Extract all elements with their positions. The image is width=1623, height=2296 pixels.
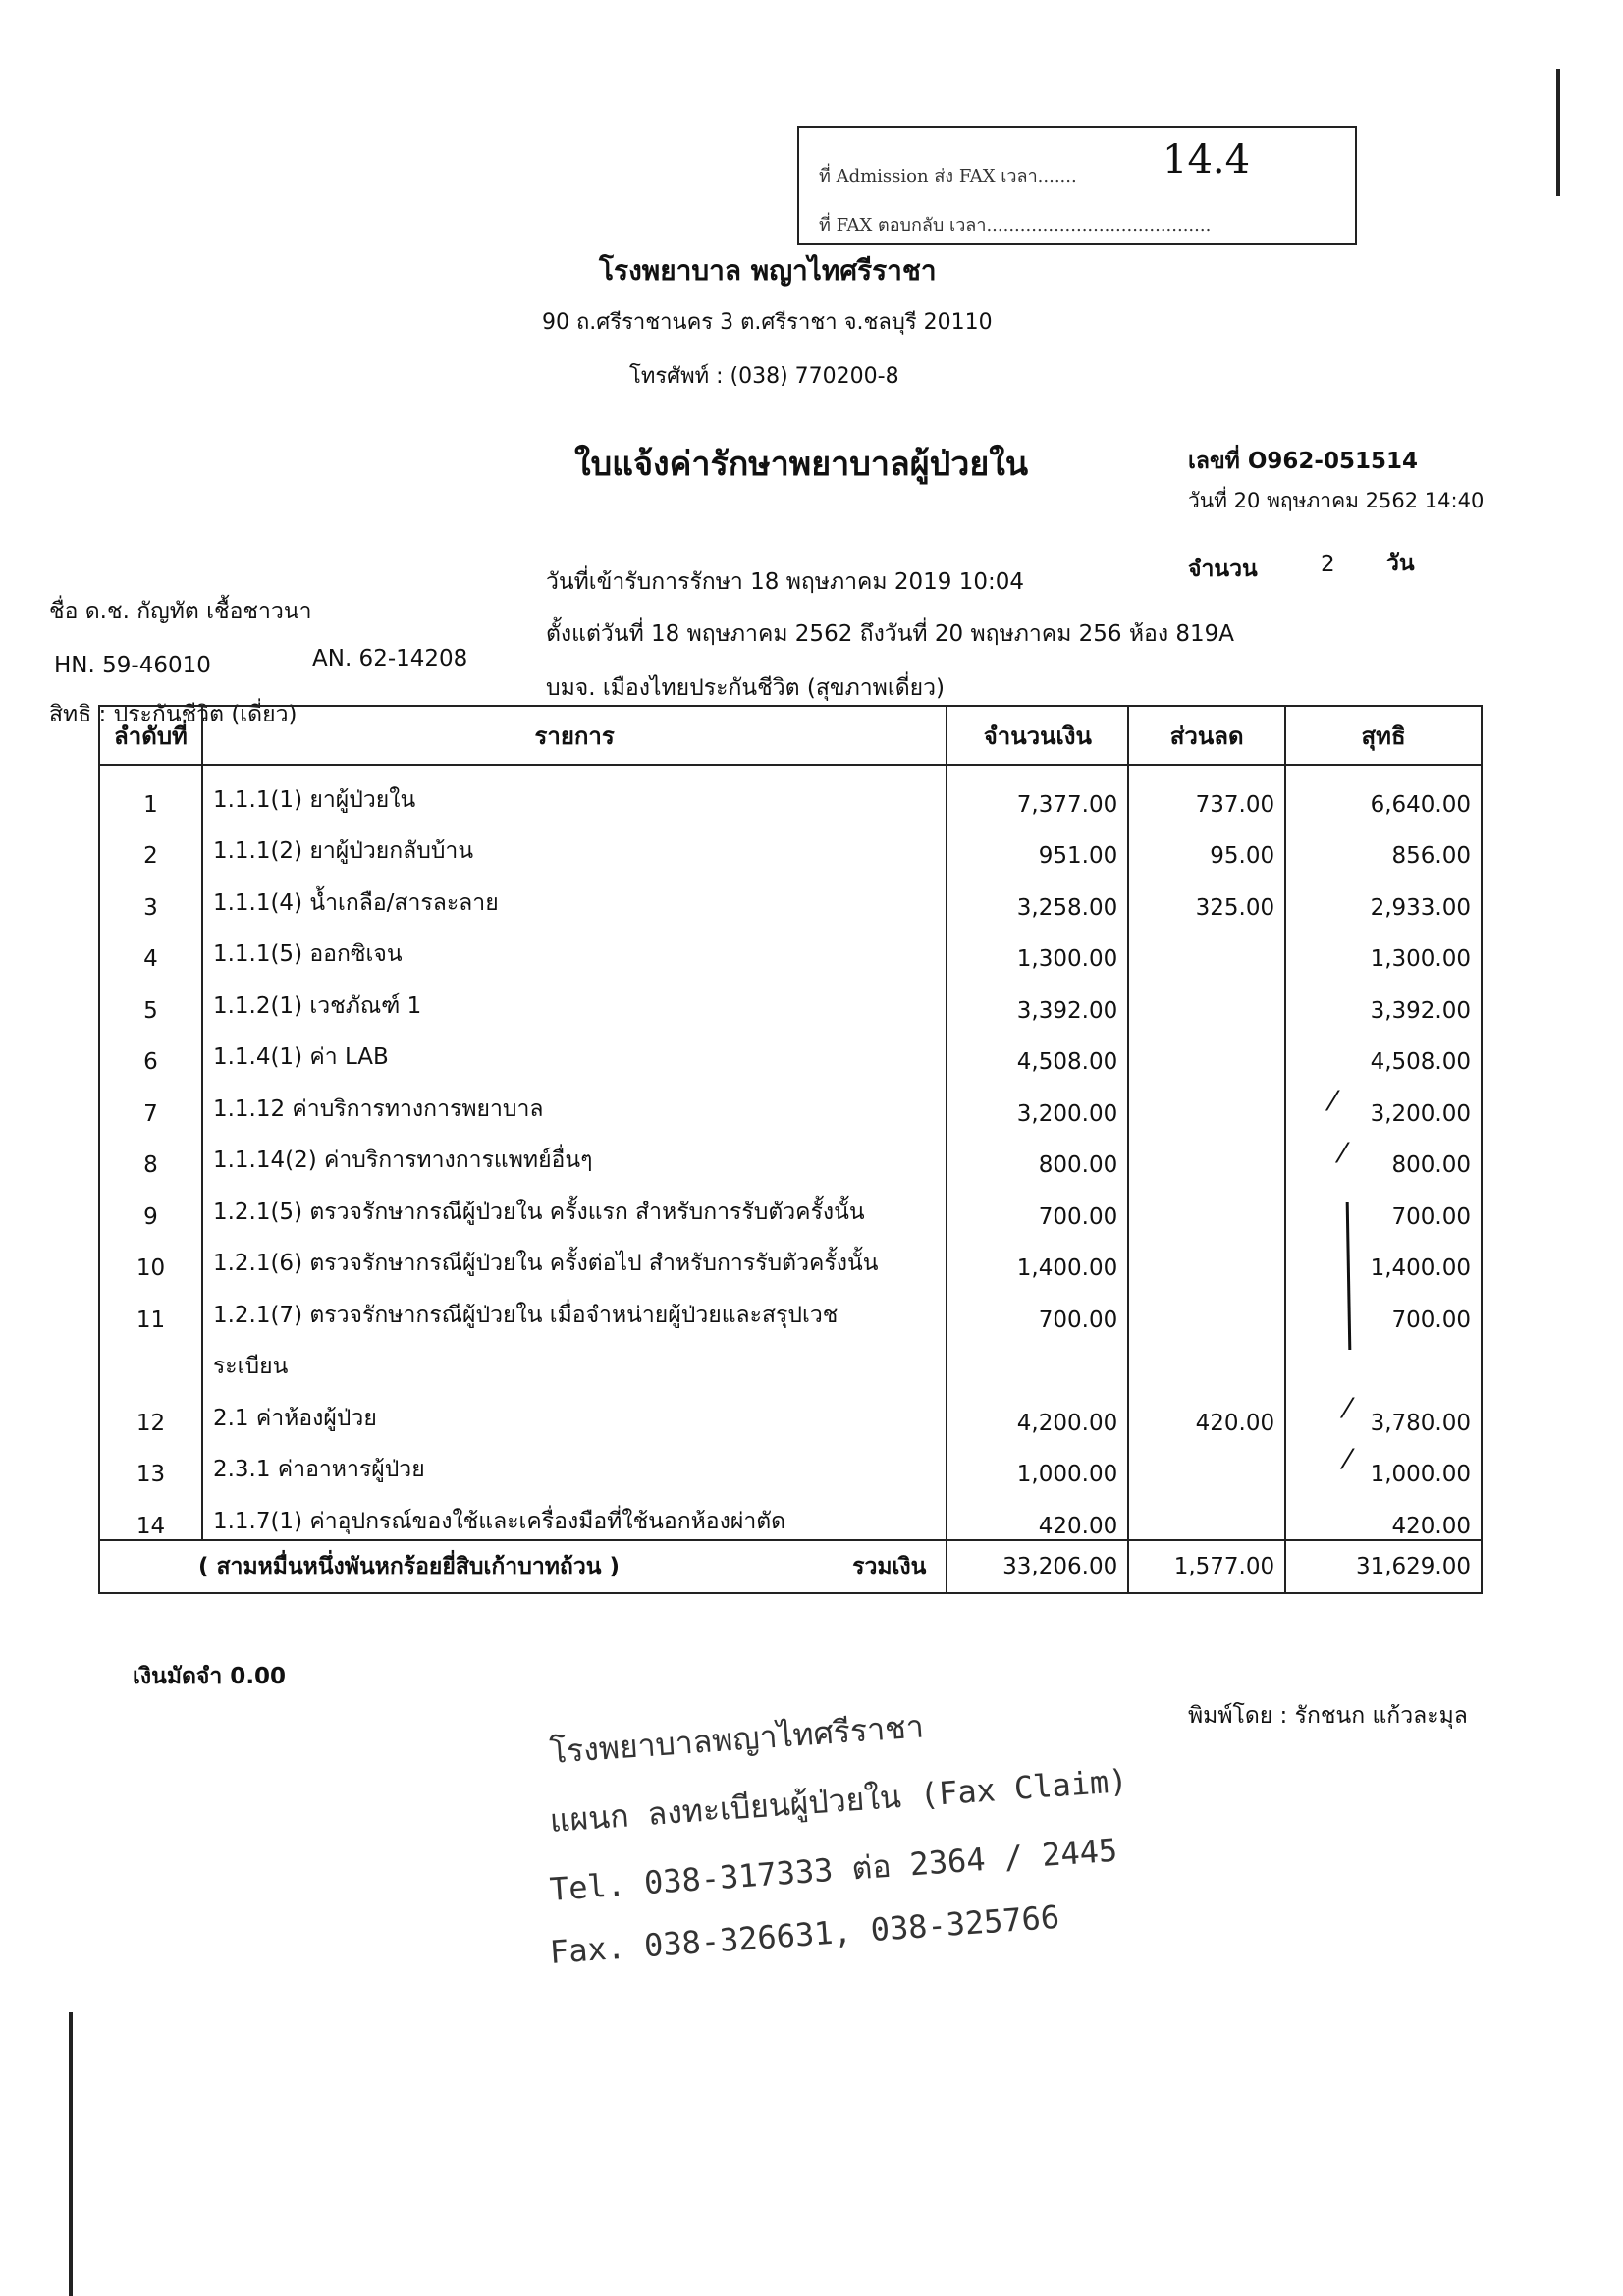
row-no: 14: [99, 1487, 202, 1540]
table-row: [99, 1230, 1482, 1282]
row-amount: 951.00: [947, 818, 1128, 870]
printed-by: พิมพ์โดย : รักชนก แก้วละมุล: [1188, 1703, 1468, 1729]
row-amount: 700.00: [947, 1178, 1128, 1230]
row-item: 1.1.12 ค่าบริการทางการพยาบาล: [202, 1075, 947, 1127]
row-net: 6,640.00: [1285, 765, 1482, 818]
check-mark-icon: ⁄: [1340, 1137, 1345, 1169]
row-no: 12: [99, 1384, 202, 1436]
row-no: [99, 1333, 202, 1385]
header-net: สุทธิ: [1285, 706, 1482, 765]
table-row: [99, 1487, 1482, 1540]
row-item: ระเบียน: [202, 1333, 947, 1385]
row-amount: 1,400.00: [947, 1230, 1128, 1282]
table-row: [99, 818, 1482, 870]
table-row: [99, 1333, 1482, 1385]
row-discount: [1128, 921, 1285, 973]
table-row: [99, 1178, 1482, 1230]
row-discount: [1128, 1075, 1285, 1127]
hospital-address: 90 ถ.ศรีราชานคร 3 ต.ศรีราชา จ.ชลบุรี 20110: [542, 310, 993, 335]
row-discount: [1128, 1281, 1285, 1333]
row-item: 1.1.1(5) ออกซิเจน: [202, 921, 947, 973]
patient-name: ชื่อ ด.ช. กัญทัต เชื้อชาวนา: [49, 599, 312, 624]
row-item: 2.1 ค่าห้องผู้ป่วย: [202, 1384, 947, 1436]
row-no: 1: [99, 765, 202, 818]
row-no: 8: [99, 1127, 202, 1179]
hospital-name: โรงพยาบาล พญาไทศรีราชา: [599, 254, 937, 287]
stay-period: ตั้งแต่วันที่ 18 พฤษภาคม 2562 ถึงวันที่ 20 พฤษภาคม 256 ห้อง 819A: [546, 621, 1235, 647]
document-title: ใบแจ้งค่ารักษาพยาบาลผู้ป่วยใน: [574, 445, 1029, 484]
row-net: 700.00: [1285, 1281, 1482, 1333]
row-amount: 3,200.00: [947, 1075, 1128, 1127]
bill-table: [98, 705, 1483, 1594]
total-row: [99, 1540, 1482, 1593]
row-net: 420.00: [1285, 1487, 1482, 1540]
row-discount: [1128, 1487, 1285, 1540]
stamp-line-1: โรงพยาบาลพญาไทศรีราชา: [548, 1707, 925, 1771]
row-net: 3,392.00: [1285, 972, 1482, 1024]
row-no: 6: [99, 1024, 202, 1076]
table-row: [99, 1384, 1482, 1436]
row-amount: 4,508.00: [947, 1024, 1128, 1076]
table-row: [99, 765, 1482, 818]
row-item: 1.1.7(1) ค่าอุปกรณ์ของใช้และเครื่องมือที่ใช้นอกห้องผ่าตัด: [202, 1487, 947, 1540]
print-date: วันที่ 20 พฤษภาคม 2562 14:40: [1188, 489, 1485, 512]
row-net: 856.00: [1285, 818, 1482, 870]
row-amount: 700.00: [947, 1281, 1128, 1333]
handwritten-fax-time: 14.4: [1163, 137, 1251, 183]
row-net: 1,000.00: [1285, 1436, 1482, 1488]
header-item: รายการ: [202, 706, 947, 765]
row-discount: 737.00: [1128, 765, 1285, 818]
row-amount: 800.00: [947, 1127, 1128, 1179]
row-amount: 420.00: [947, 1487, 1128, 1540]
days-value: 2: [1321, 552, 1335, 577]
row-no: 5: [99, 972, 202, 1024]
row-net: 1,400.00: [1285, 1230, 1482, 1282]
scan-edge-mark: [1556, 69, 1560, 196]
patient-an: AN. 62-14208: [312, 646, 468, 671]
row-no: 2: [99, 818, 202, 870]
admit-date: วันที่เข้ารับการรักษา 18 พฤษภาคม 2019 10:04: [546, 569, 1024, 595]
row-item: 1.1.1(4) น้ำเกลือ/สารละลาย: [202, 869, 947, 921]
stamp-line-3: Tel. 038-317333 ต่อ 2364 / 2445: [548, 1831, 1119, 1908]
row-discount: [1128, 1178, 1285, 1230]
scan-edge-mark: [69, 2012, 73, 2296]
patient-right: สิทธิ : ประกันชีวิต (เดี่ยว): [49, 702, 298, 727]
row-item: 1.2.1(5) ตรวจรักษากรณีผู้ป่วยใน ครั้งแรก สำหรับการรับตัวครั้งนั้น: [202, 1178, 947, 1230]
row-no: 4: [99, 921, 202, 973]
header-no: ลำดับที่: [99, 706, 202, 765]
table-row: [99, 1127, 1482, 1179]
days-label: จำนวน: [1188, 557, 1258, 582]
row-item: 1.1.1(1) ยาผู้ป่วยใน: [202, 765, 947, 818]
total-amount: 33,206.00: [947, 1540, 1128, 1593]
row-amount: 1,000.00: [947, 1436, 1128, 1488]
stamp-line-4: Fax. 038-326631, 038-325766: [548, 1897, 1061, 1971]
document-number: เลขที่ O962-051514: [1188, 449, 1418, 474]
row-net: 2,933.00: [1285, 869, 1482, 921]
table-row: [99, 972, 1482, 1024]
stamp-line-2: แผนก ลงทะเบียนผู้ป่วยใน (Fax Claim): [548, 1761, 1129, 1840]
row-net: 4,508.00: [1285, 1024, 1482, 1076]
row-net: 800.00: [1285, 1127, 1482, 1179]
table-row: [99, 1024, 1482, 1076]
header-amount: จำนวนเงิน: [947, 706, 1128, 765]
row-net: 1,300.00: [1285, 921, 1482, 973]
row-net: [1285, 1333, 1482, 1385]
table-row: [99, 921, 1482, 973]
row-amount: 4,200.00: [947, 1384, 1128, 1436]
row-item: 1.1.14(2) ค่าบริการทางการแพทย์อื่นๆ: [202, 1127, 947, 1179]
row-discount: [1128, 1436, 1285, 1488]
days-unit: วัน: [1386, 551, 1415, 576]
row-item: 2.3.1 ค่าอาหารผู้ป่วย: [202, 1436, 947, 1488]
row-item: 1.2.1(6) ตรวจรักษากรณีผู้ป่วยใน ครั้งต่อไป สำหรับการรับตัวครั้งนั้น: [202, 1230, 947, 1282]
total-in-words: ( สามหมื่นหนึ่งพันหกร้อยยี่สิบเก้าบาทถ้วน ): [198, 1553, 620, 1579]
row-no: 3: [99, 869, 202, 921]
row-discount: 95.00: [1128, 818, 1285, 870]
row-discount: 325.00: [1128, 869, 1285, 921]
row-discount: [1128, 972, 1285, 1024]
table-row: [99, 869, 1482, 921]
bill-table-body: [99, 765, 1482, 1540]
insurer: บมจ. เมืองไทยประกันชีวิต (สุขภาพเดี่ยว): [546, 675, 945, 701]
row-discount: 420.00: [1128, 1384, 1285, 1436]
total-label: รวมเงิน: [852, 1553, 927, 1579]
row-net: 700.00: [1285, 1178, 1482, 1230]
fax-stamp-box: [797, 126, 1357, 245]
row-amount: 3,258.00: [947, 869, 1128, 921]
row-amount: 3,392.00: [947, 972, 1128, 1024]
row-discount: [1128, 1230, 1285, 1282]
row-item: 1.1.4(1) ค่า LAB: [202, 1024, 947, 1076]
fax-stamp-line-2: ที่ FAX ตอบกลับ เวลา........................................: [819, 215, 1212, 236]
total-discount: 1,577.00: [1128, 1540, 1285, 1593]
fax-stamp-line-1: ที่ Admission ส่ง FAX เวลา.......: [819, 166, 1077, 187]
row-amount: 1,300.00: [947, 921, 1128, 973]
row-net: 3,780.00: [1285, 1384, 1482, 1436]
row-amount: 7,377.00: [947, 765, 1128, 818]
row-discount: [1128, 1333, 1285, 1385]
row-item: 1.1.1(2) ยาผู้ป่วยกลับบ้าน: [202, 818, 947, 870]
total-cell: [99, 1540, 947, 1593]
check-mark-icon: ⁄: [1345, 1443, 1350, 1475]
row-discount: [1128, 1127, 1285, 1179]
row-item: 1.1.2(1) เวชภัณฑ์ 1: [202, 972, 947, 1024]
header-discount: ส่วนลด: [1128, 706, 1285, 765]
deposit: เงินมัดจำ 0.00: [133, 1664, 287, 1689]
total-net: 31,629.00: [1285, 1540, 1482, 1593]
row-no: 9: [99, 1178, 202, 1230]
row-amount: [947, 1333, 1128, 1385]
row-no: 10: [99, 1230, 202, 1282]
row-item: 1.2.1(7) ตรวจรักษากรณีผู้ป่วยใน เมื่อจำหน่ายผู้ป่วยและสรุปเวช: [202, 1281, 947, 1333]
table-row: [99, 1436, 1482, 1488]
row-no: 11: [99, 1281, 202, 1333]
table-header-row: [99, 706, 1482, 765]
table-row: [99, 1075, 1482, 1127]
row-net: 3,200.00: [1285, 1075, 1482, 1127]
hospital-phone: โทรศัพท์ : (038) 770200-8: [629, 364, 899, 389]
patient-hn: HN. 59-46010: [54, 653, 211, 678]
check-mark-icon: ⁄: [1330, 1085, 1335, 1117]
row-no: 13: [99, 1436, 202, 1488]
table-row: [99, 1281, 1482, 1333]
row-discount: [1128, 1024, 1285, 1076]
check-mark-icon: ⁄: [1345, 1392, 1350, 1424]
row-no: 7: [99, 1075, 202, 1127]
